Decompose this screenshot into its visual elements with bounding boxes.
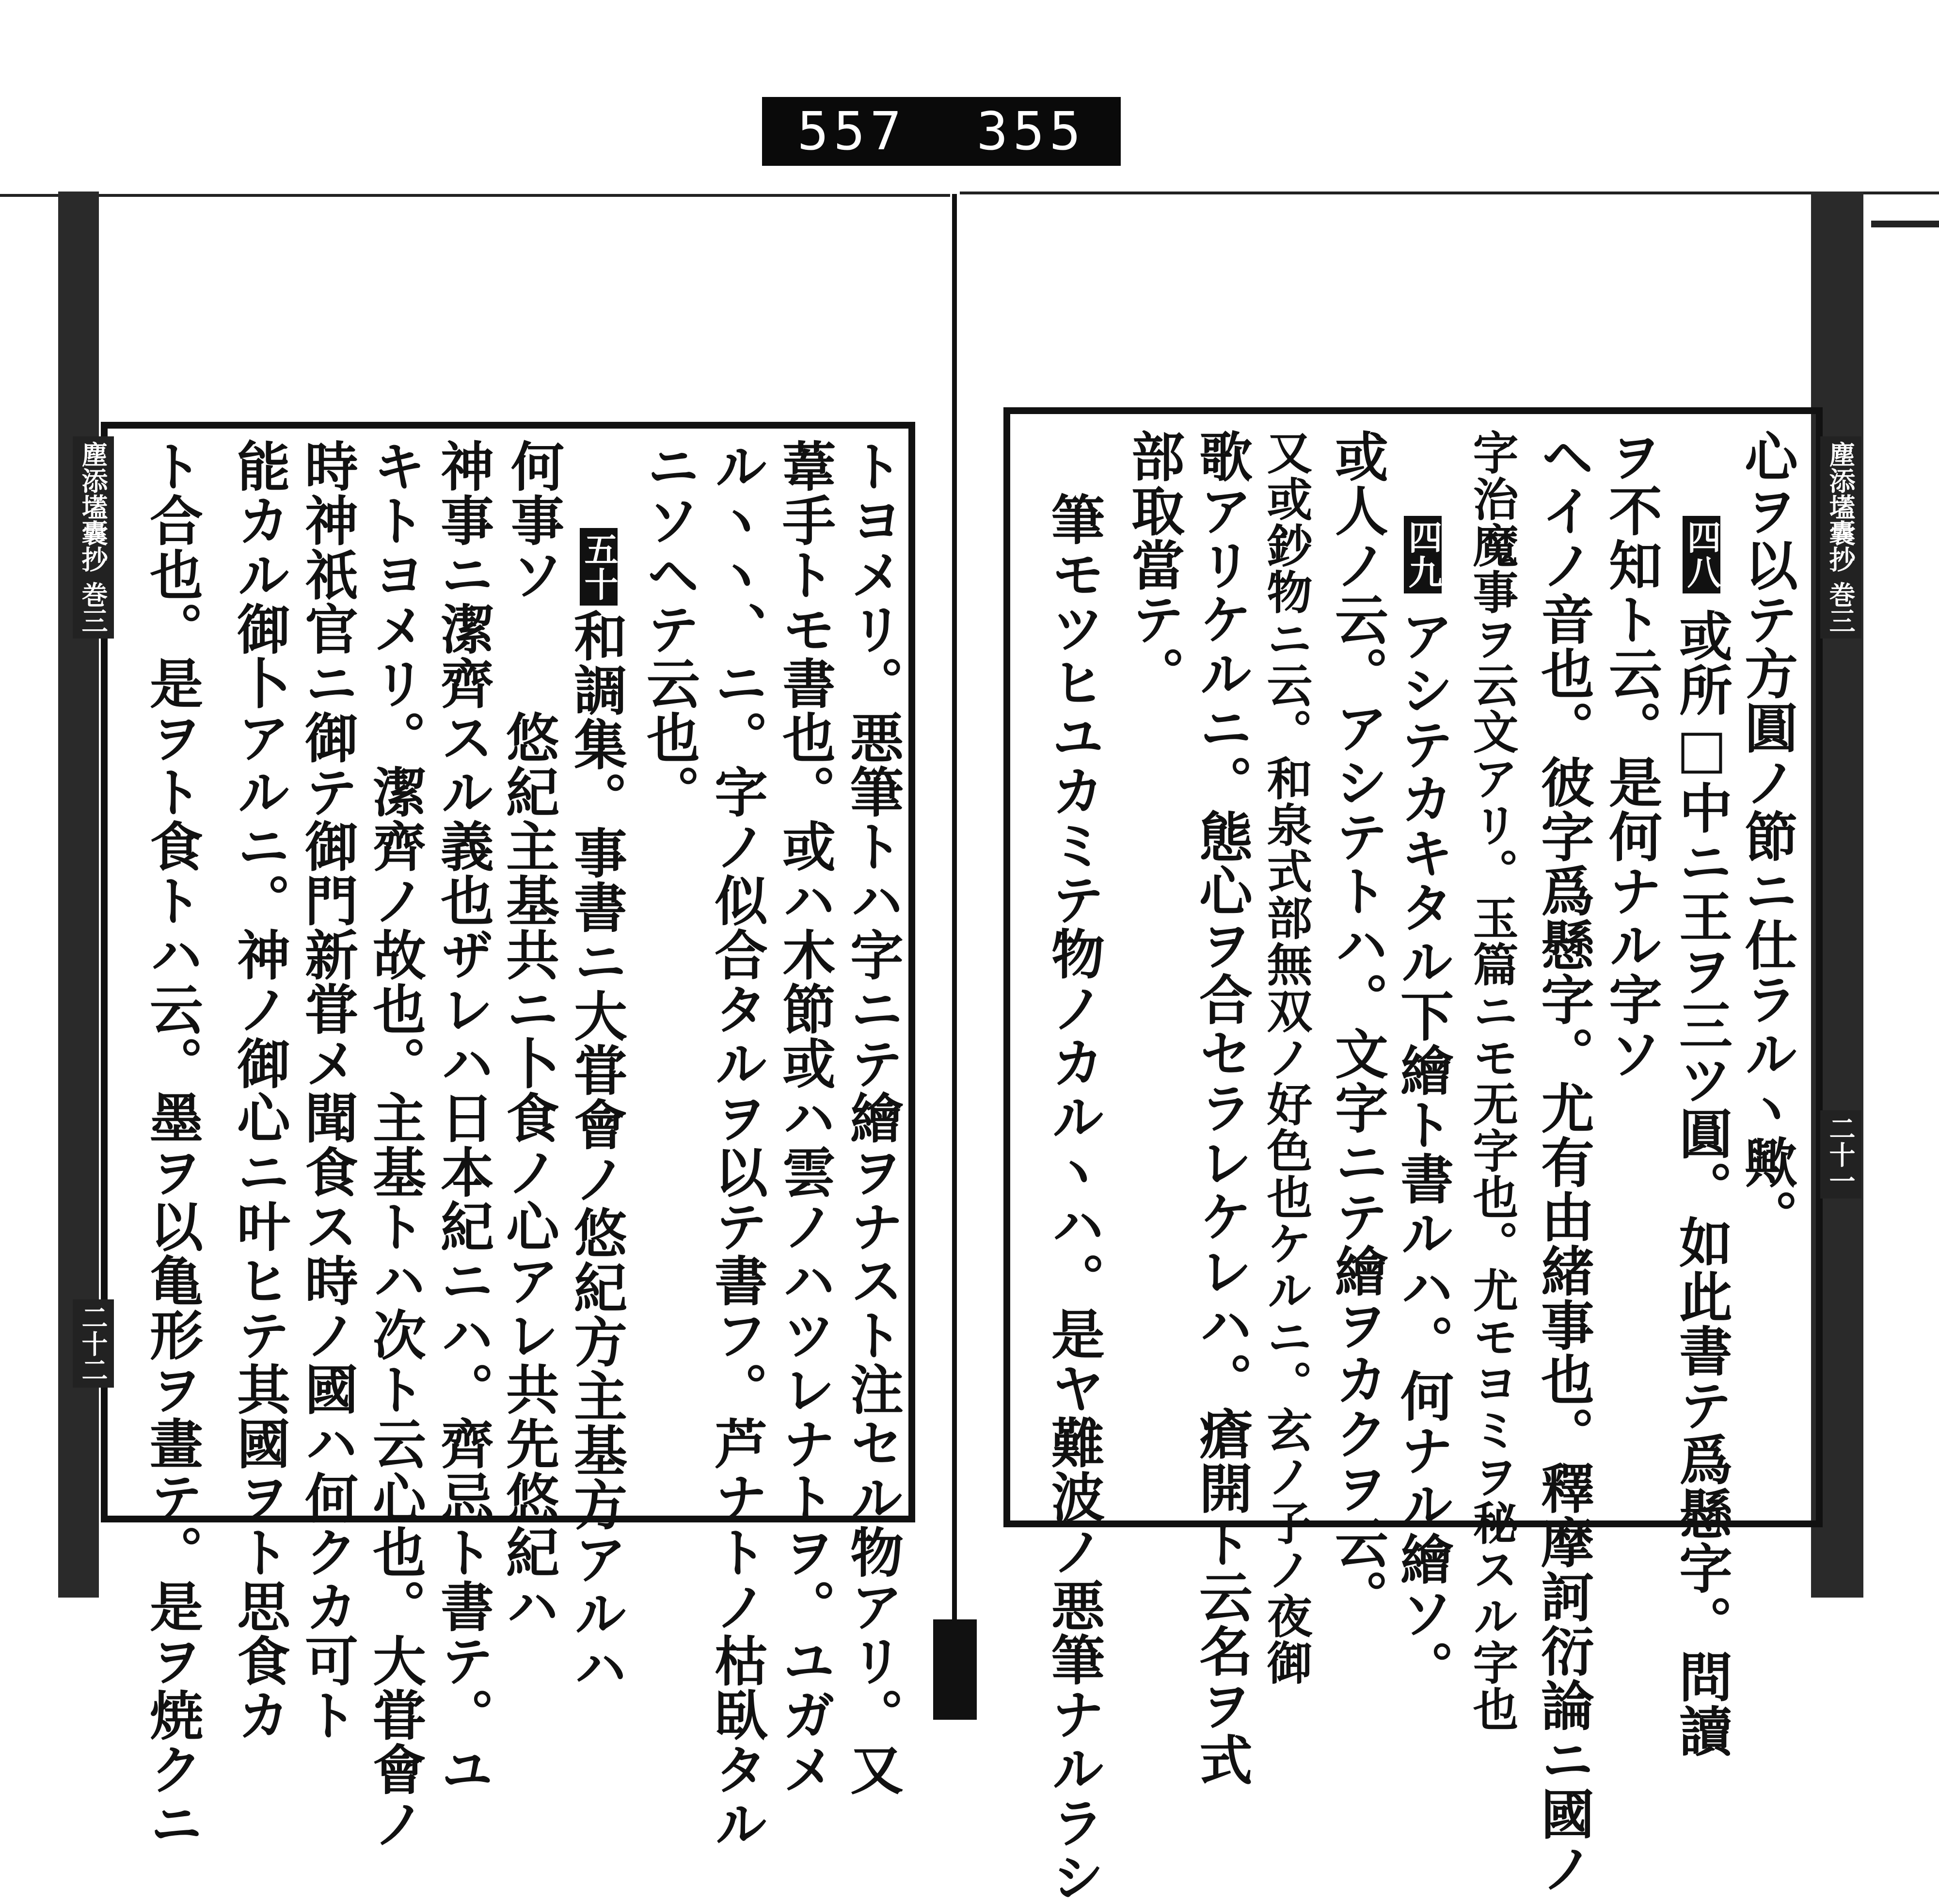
right-page-folio: 二十一: [1820, 1110, 1861, 1199]
left-col-3: ルヽヽ、ニ。字ノ似合タルヲ以テ書フ。芦ナトノ枯臥タル: [706, 439, 768, 1851]
right-col-6: 字治魔事ヲ云文アリ。玉篇ニモ无字也。尤モヨミヲ秘スル字也: [1465, 429, 1518, 1732]
binding-line-right: [960, 192, 1939, 194]
binding-line-left: [0, 194, 950, 197]
left-col-10: キトヨメリ。潔齊ノ故也。主基トハ次ト云心也。大甞會ノ: [364, 439, 427, 1851]
right-col-3: 或所□中ニ王ヲ三ツ圓。如此書テ爲懸字。問讀: [1670, 608, 1733, 1758]
left-col-9: 神事ニ潔齊スル義也ザレハ日本紀ニハ。齊忌ト書テ。ユ: [432, 439, 494, 1796]
right-col-10: 又或鈔物ニ云。和泉式部無双ノ好色也ケルニ。玄ノ子ノ夜御: [1259, 429, 1312, 1686]
right-col-7: [1396, 514, 1449, 603]
collection-number-left: 557: [797, 101, 906, 162]
center-binding-rule: [952, 194, 957, 1629]
right-page-hanshin: 塵添壒囊抄 巻三: [1820, 436, 1861, 639]
left-col-13: ト合也。是ヲト食トハ云。墨ヲ以亀形ヲ畫テ。是ヲ焼クニ: [141, 439, 204, 1851]
right-col-8: アシテカキタル下繪ト書ルハ。何ナル繪ソ。: [1392, 608, 1454, 1695]
section-marker-49: 四九: [1404, 516, 1442, 593]
binding-peg: [933, 1619, 977, 1720]
section-marker-48: 四八: [1683, 516, 1720, 593]
section-marker-50: 五十: [580, 528, 618, 606]
left-col-1: トヨメリ。悪筆トハ字ニテ繪ヲナスト注セル物アリ。又: [842, 439, 904, 1796]
right-col-9: 或人ノ云。アシテトハ。文字ニテ繪ヲカクヲ云。: [1326, 429, 1389, 1624]
left-col-2: 葦手トモ書也。或ハ木節或ハ雲ノハツレナトヲ。ユガメ: [774, 439, 836, 1796]
right-col-1: 心ヲ以テ方圓ノ節ニ仕ラルヽ歟。: [1736, 429, 1798, 1244]
right-col-11: 歌アリケルニ。態心ヲ合セラレケレハ。瘡開ト云名ヲ式: [1191, 429, 1253, 1787]
binding-line-far-right: [1871, 221, 1939, 227]
left-col-4: ニソヘテ云也。: [638, 439, 700, 819]
left-col-11: 時神祇官ニ御テ御門新甞メ聞食ス時ノ國ハ何クカ可ト: [296, 439, 359, 1742]
left-page-hanshin: 塵添壒囊抄 巻三: [73, 436, 114, 639]
collection-number-label: [762, 97, 1121, 166]
left-col-6: [572, 526, 625, 615]
right-col-13: 筆モツヒユカミテ物ノカルヽハ。是ヤ難波ノ悪筆ナルラシ: [1043, 492, 1105, 1904]
right-col-5: ヘイノ音也。彼字爲懸字。尤有由緒事也。釋摩訶衍論ニ國ノ: [1532, 429, 1595, 1895]
left-col-7: 和調集。事書ニ大甞會ノ悠紀方主基方アルハ: [565, 608, 628, 1695]
right-col-2: [1675, 514, 1728, 603]
left-page-folio: 二十二: [73, 1299, 114, 1388]
left-col-8: 悠紀主基共ニ卜食ノ心アレ共先悠紀ハ: [497, 710, 560, 1633]
right-col-12: 部取當テ。: [1123, 429, 1185, 701]
left-col-5: 何事ソ: [502, 439, 565, 602]
left-col-12: 能カル御卜アルニ。神ノ御心ニ叶ヒテ其國ヲト思食カ: [228, 439, 291, 1742]
right-col-4: ヲ不知ト云。是何ナル字ソ: [1600, 429, 1663, 1081]
collection-number-right: 355: [976, 101, 1086, 162]
